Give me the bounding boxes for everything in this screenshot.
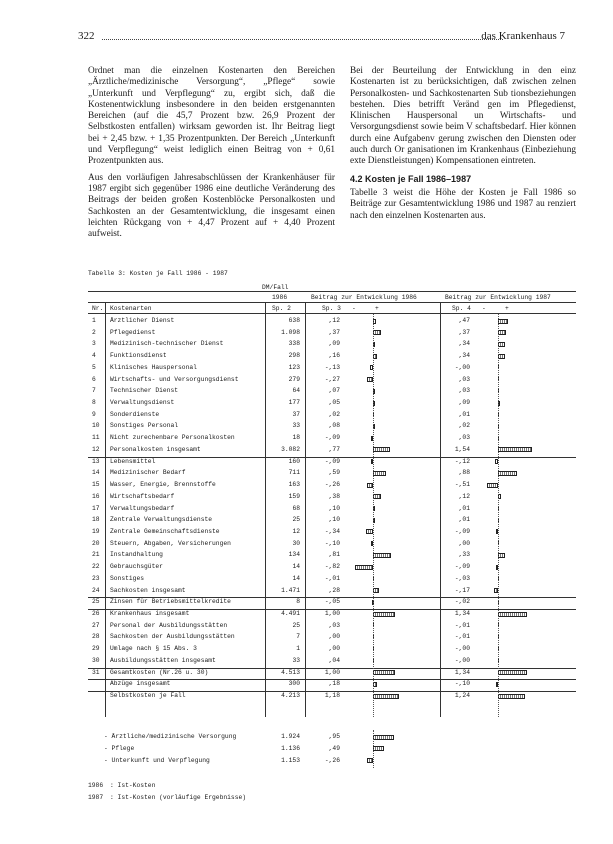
row-value: 4.213	[281, 692, 300, 700]
bar-1986	[373, 670, 395, 675]
beitrag-1986-value: ,59	[328, 469, 340, 477]
row-number: 13	[92, 457, 100, 465]
bar-1986	[373, 330, 381, 335]
beitrag-1987-value: 1,24	[454, 692, 470, 700]
beitrag-1987-value: -,00	[454, 645, 470, 653]
column-divider	[105, 302, 106, 717]
row-value: 160	[288, 457, 300, 465]
bereich-label: - Unterkunft und Verpflegung	[104, 756, 210, 764]
row-value: 68	[292, 504, 300, 512]
bar-1986	[373, 612, 395, 617]
row-value: 1.098	[281, 328, 300, 336]
beitrag-1987-value: -,51	[454, 481, 470, 489]
bar-1987	[498, 471, 517, 476]
plus-header: +	[505, 305, 509, 312]
beitrag-1987-value: -,12	[454, 457, 470, 465]
beitrag-1987-value: ,09	[458, 399, 470, 407]
row-value: 177	[288, 399, 300, 407]
row-label: Sonstiges	[110, 574, 145, 582]
row-label: Steuern, Abgaben, Versicherungen	[110, 539, 231, 547]
row-label: Zentrale Gemeinschaftsdienste	[110, 527, 220, 535]
row-number: 11	[92, 434, 100, 442]
beitrag-1987-label: Beitrag zur Entwicklung 1987	[445, 294, 551, 301]
row-number: 27	[92, 621, 100, 629]
beitrag-1987-value: -,17	[454, 586, 470, 594]
row-number: 5	[92, 363, 96, 371]
row-value: 638	[288, 317, 300, 324]
beitrag-1987-value: ,02	[458, 422, 470, 430]
beitrag-1987-value: -,10	[454, 680, 470, 688]
bar-1986	[366, 529, 373, 534]
row-value: 33	[292, 656, 300, 664]
sp2-header: Sp. 2	[272, 305, 291, 312]
row-value: 64	[292, 387, 300, 395]
row-value: 300	[288, 680, 300, 688]
row-number: 30	[92, 656, 100, 664]
zero-axis-bereiche	[373, 730, 374, 768]
beitrag-1986-value: ,18	[328, 680, 340, 688]
beitrag-1986-value: 1,00	[324, 610, 340, 617]
table-rule	[88, 302, 576, 303]
row-label: Selbstkosten je Fall	[110, 692, 186, 700]
row-label: Lebensmittel	[110, 457, 156, 465]
column-divider	[305, 302, 306, 717]
row-label: Personal der Ausbildungsstätten	[110, 621, 228, 629]
nr-header: Nr.	[92, 305, 104, 312]
beitrag-1986-value: -,13	[324, 363, 340, 371]
paragraph: Tabelle 3 weist die Höhe der Kosten je Fall 1986 so Beiträge zur Gesamtentwicklung 1986 und 1987 au renziert nach den einzelnen Kostenarten aus.	[350, 187, 576, 221]
beitrag-1987-value: ,01	[458, 504, 470, 512]
paragraph: Bei der Beurteilung der Entwicklung in den einz Kostenarten ist zu berücksichtigen, daß zwischen zelnen Personalkosten- und Sachkostenarten Sub tionsbeziehungen bestehen. Dies betrifft Veränd gen im Pflegedienst, Klinischen Hauspersonal un Wirtschafts- und Versorgungsdienst sowie beim V schaftsbedarf. Hier können durch eine Aufgabenv gerung zwischen den Diensten oder auch durch Or ganisationen im Krankenhaus (Einbeziehung exte Dienstleistungen) Kompensationen eintreten.	[350, 66, 576, 167]
footnote-text: : Ist-Kosten	[110, 782, 156, 789]
row-value: 30	[292, 539, 300, 547]
beitrag-1986-value: -,27	[324, 375, 340, 383]
row-number: 29	[92, 645, 100, 653]
row-number: 17	[92, 504, 100, 512]
row-value: 711	[288, 469, 300, 477]
row-label: Wasser, Energie, Brennstoffe	[110, 481, 216, 489]
beitrag-1986-label: Beitrag zur Entwicklung 1986	[311, 294, 417, 301]
row-value: 4.491	[281, 610, 300, 617]
bar-1987	[498, 330, 506, 335]
paragraph: Aus den vorläufigen Jahresabschlüssen der Krankenhäuser für 1987 ergibt sich gegenüber 1986 eine deutliche Veränderung des Beitrags der beiden großen Kostenblöcke Personalkosten und Sachkosten an der Gesamtentwicklung, die insgesamt einen leichten Rückgang von + 4,47 Prozent auf + 4,40 Prozent aufweist.	[88, 172, 335, 240]
row-number: 25	[92, 598, 100, 606]
row-number: 22	[92, 563, 100, 571]
row-label: Pflegedienst	[110, 328, 156, 336]
row-label: Krankenhaus insgesamt	[110, 610, 190, 617]
beitrag-1987-value: -,00	[454, 656, 470, 664]
bar-1986	[373, 494, 381, 499]
row-number: 21	[92, 551, 100, 559]
row-label: Zentrale Verwaltungsdienste	[110, 516, 213, 524]
year-label: 1986	[272, 294, 288, 301]
unit-label: DM/Fall	[262, 284, 289, 291]
beitrag-1986-value: ,81	[328, 551, 340, 559]
row-label: Abzüge insgesamt	[110, 680, 171, 688]
row-label: Medizinisch-technischer Dienst	[110, 340, 224, 348]
beitrag-1986-value: ,05	[328, 399, 340, 407]
row-label: Medizinischer Bedarf	[110, 469, 186, 477]
row-label: Sonderdienste	[110, 410, 160, 418]
beitrag-1986-value: ,38	[328, 492, 340, 500]
row-number: 28	[92, 633, 100, 641]
bar-1986	[355, 565, 373, 570]
row-value: 7	[296, 633, 300, 641]
bar-1987	[498, 612, 527, 617]
row-value: 1.471	[281, 586, 300, 594]
row-number: 31	[92, 668, 100, 676]
row-value: 25	[292, 516, 300, 524]
zero-axis-1987	[498, 314, 499, 717]
row-label: Klinisches Hauspersonal	[110, 363, 197, 371]
row-value: 25	[292, 621, 300, 629]
row-value: 14	[292, 574, 300, 582]
row-number: 1	[92, 317, 96, 324]
bereich-label: - Ärztliche/medizinische Versorgung	[104, 733, 237, 740]
bereich-beitrag-1986: ,49	[328, 744, 340, 752]
row-number: 15	[92, 481, 100, 489]
bar-1987	[498, 342, 505, 347]
beitrag-1986-value: ,09	[328, 340, 340, 348]
row-number: 19	[92, 527, 100, 535]
bar-1986	[373, 553, 391, 558]
bar-1986	[373, 447, 390, 452]
row-label: Sonstiges Personal	[110, 422, 179, 430]
beitrag-1986-value: ,00	[328, 633, 340, 641]
row-label: Zinsen für Betriebsmittelkredite	[110, 598, 231, 606]
row-value: 123	[288, 363, 300, 371]
row-label: Funktionsdienst	[110, 352, 167, 360]
row-number: 14	[92, 469, 100, 477]
table-rule	[88, 313, 576, 314]
bar-1987	[498, 670, 527, 675]
beitrag-1986-value: ,12	[328, 317, 340, 324]
beitrag-1987-value: ,47	[458, 317, 470, 324]
beitrag-1987-value: ,88	[458, 469, 470, 477]
minus-header: -	[482, 305, 486, 312]
bar-1987	[498, 553, 505, 558]
row-label: Sachkosten der Ausbildungsstätten	[110, 633, 235, 641]
row-number: 4	[92, 352, 96, 360]
kostenart-header: Kostenarten	[110, 305, 152, 312]
row-value: 37	[292, 410, 300, 418]
beitrag-1986-value: ,10	[328, 504, 340, 512]
beitrag-1987-value: 1,34	[454, 668, 470, 676]
section-heading: 4.2 Kosten je Fall 1986–1987	[350, 173, 472, 184]
row-label: Verwaltungsbedarf	[110, 504, 175, 512]
beitrag-1987-value: -,09	[454, 563, 470, 571]
beitrag-1986-value: -,26	[324, 481, 340, 489]
row-number: 10	[92, 422, 100, 430]
bar-1987	[498, 354, 505, 359]
bereich-label: - Pflege	[104, 744, 135, 752]
beitrag-1986-value: -,05	[324, 598, 340, 606]
row-number: 20	[92, 539, 100, 547]
beitrag-1987-value: -,01	[454, 621, 470, 629]
beitrag-1987-value: ,01	[458, 410, 470, 418]
row-label: Instandhaltung	[110, 551, 163, 559]
beitrag-1987-value: ,34	[458, 340, 470, 348]
beitrag-1987-value: ,34	[458, 352, 470, 360]
beitrag-1986-value: ,08	[328, 422, 340, 430]
bar-1986	[373, 471, 386, 476]
bar-1987	[487, 483, 498, 488]
row-value: 4.513	[281, 668, 300, 676]
row-value: 12	[292, 527, 300, 535]
plus-header: +	[375, 305, 379, 312]
beitrag-1987-value: ,03	[458, 387, 470, 395]
beitrag-1987-value: ,01	[458, 516, 470, 524]
beitrag-1986-value: 1,00	[324, 668, 340, 676]
beitrag-1987-value: ,12	[458, 492, 470, 500]
footnote-year: 1987	[88, 794, 104, 801]
page-number: 322	[78, 30, 95, 42]
beitrag-1987-value: ,03	[458, 434, 470, 442]
beitrag-1986-value: ,16	[328, 352, 340, 360]
bar-1986	[373, 694, 399, 699]
beitrag-1986-value: ,00	[328, 645, 340, 653]
beitrag-1986-value: ,04	[328, 656, 340, 664]
row-value: 33	[292, 422, 300, 430]
beitrag-1987-value: -,09	[454, 527, 470, 535]
beitrag-1986-value: -,10	[324, 539, 340, 547]
column-divider	[440, 302, 441, 717]
footnote-text: : Ist-Kosten (vorläufige Ergebnisse)	[110, 794, 247, 801]
row-value: 3.082	[281, 445, 300, 453]
row-label: Personalkosten insgesamt	[110, 445, 201, 453]
zero-axis-1986	[373, 314, 374, 717]
beitrag-1986-value: ,37	[328, 328, 340, 336]
beitrag-1987-value: 1,34	[454, 610, 470, 617]
row-label: Nicht zurechenbare Personalkosten	[110, 434, 235, 442]
beitrag-1986-value: -,09	[324, 434, 340, 442]
row-number: 3	[92, 340, 96, 348]
beitrag-1986-value: -,34	[324, 527, 340, 535]
table-caption: Tabelle 3: Kosten je Fall 1986 - 1987	[88, 270, 228, 277]
bereich-value: 1.136	[281, 744, 300, 752]
row-value: 18	[292, 434, 300, 442]
row-number: 6	[92, 375, 96, 383]
sp3-header: Sp. 3	[322, 305, 341, 312]
bereich-value: 1.924	[281, 733, 300, 740]
row-value: 163	[288, 481, 300, 489]
beitrag-1986-value: ,03	[328, 621, 340, 629]
row-number: 26	[92, 610, 100, 617]
row-value: 338	[288, 340, 300, 348]
beitrag-1987-value: -,02	[454, 598, 470, 606]
row-value: 159	[288, 492, 300, 500]
row-value: 1	[296, 645, 300, 653]
beitrag-1987-value: ,33	[458, 551, 470, 559]
row-label: Technischer Dienst	[110, 387, 179, 395]
row-label: Wirtschaftsbedarf	[110, 492, 175, 500]
beitrag-1987-value: 1,54	[454, 445, 470, 453]
beitrag-1986-value: ,07	[328, 387, 340, 395]
beitrag-1987-value: -,03	[454, 574, 470, 582]
row-label: Ärztlicher Dienst	[110, 317, 175, 324]
row-label: Gebrauchsgüter	[110, 563, 163, 571]
footnote-year: 1986	[88, 782, 104, 789]
table-rule	[88, 291, 576, 292]
row-label: Gesamtkosten (Nr.26 u. 30)	[110, 668, 209, 676]
beitrag-1986-value: ,77	[328, 445, 340, 453]
row-number: 2	[92, 328, 96, 336]
row-number: 18	[92, 516, 100, 524]
beitrag-1987-value: ,00	[458, 539, 470, 547]
paragraph: Ordnet man die einzelnen Kostenarten den Bereichen „Ärztliche/medizinische Versorgung“, „Pflege“ sowie „Unterkunft und Verpflegung“ zu, ergibt sich, daß die Kostenentwicklung insbesondere in den beiden erstgenannten Bereichen (auf die 45,7 Prozent bzw. 26,9 Prozent der Selbstkosten entfallen) wirksam geworden ist. Ihr Beitrag liegt bei + 2,45 bzw. + 1,35 Prozentpunkten. Der Bereich „Unterkunft und Verpflegung“ weist lediglich einen Beitrag von + 0,61 Prozentpunkten aus.	[88, 66, 335, 167]
row-label: Ausbildungsstätten insgesamt	[110, 656, 216, 664]
row-number: 24	[92, 586, 100, 594]
beitrag-1986-value: ,10	[328, 516, 340, 524]
row-label: Wirtschafts- und Versorgungsdienst	[110, 375, 239, 383]
bar-1987	[498, 694, 525, 699]
beitrag-1986-value: -,82	[324, 563, 340, 571]
beitrag-1987-value: ,03	[458, 375, 470, 383]
beitrag-1987-value: -,01	[454, 633, 470, 641]
running-title: das Krankenhaus 7	[481, 30, 565, 42]
bar-1987	[498, 319, 508, 324]
row-value: 298	[288, 352, 300, 360]
beitrag-1986-value: 1,18	[324, 692, 340, 700]
row-label: Sachkosten insgesamt	[110, 586, 186, 594]
bereich-bar-1986	[373, 735, 394, 740]
row-number: 9	[92, 410, 96, 418]
beitrag-1986-value: ,28	[328, 586, 340, 594]
row-value: 14	[292, 563, 300, 571]
beitrag-1986-value: -,01	[324, 574, 340, 582]
beitrag-1987-value: -,00	[454, 363, 470, 371]
bar-1987	[498, 447, 532, 452]
row-number: 7	[92, 387, 96, 395]
row-label: Verwaltungsdienst	[110, 399, 175, 407]
row-value: 134	[288, 551, 300, 559]
row-value: 8	[296, 598, 300, 606]
bereich-value: 1.153	[281, 756, 300, 764]
bereich-bar-1986	[373, 746, 384, 751]
sp4-header: Sp. 4	[452, 305, 471, 312]
beitrag-1987-value: ,37	[458, 328, 470, 336]
row-number: 8	[92, 399, 96, 407]
column-divider	[265, 302, 266, 717]
row-label: Umlage nach § 15 Abs. 3	[110, 645, 197, 653]
row-number: 23	[92, 574, 100, 582]
beitrag-1986-value: -,09	[324, 457, 340, 465]
bereich-beitrag-1986: ,95	[328, 733, 340, 740]
row-number: 12	[92, 445, 100, 453]
bereich-beitrag-1986: -,26	[324, 756, 340, 764]
minus-header: -	[352, 305, 356, 312]
row-number: 16	[92, 492, 100, 500]
row-value: 279	[288, 375, 300, 383]
beitrag-1986-value: ,02	[328, 410, 340, 418]
